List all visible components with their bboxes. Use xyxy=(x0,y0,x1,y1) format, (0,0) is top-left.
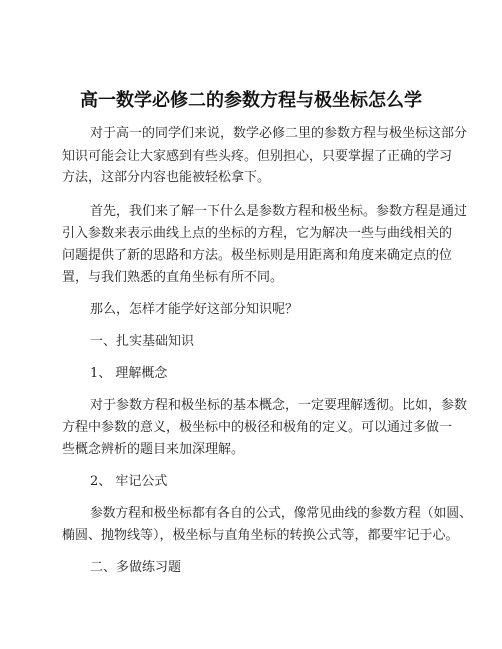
paragraph-line: 问题提供了新的思路和方法。极坐标则是用距离和角度来确定点的位 xyxy=(62,248,453,263)
paragraph-line: 些概念辨析的题目来加深理解。 xyxy=(62,442,245,457)
section-heading-line: 一、扎实基础知识 xyxy=(90,334,195,349)
paragraph-line: 方法，这部分内容也能被轻松拿下。 xyxy=(62,170,271,185)
paragraph-line: 知识可能会让大家感到有些头疼。但别担心，只要掌握了正确的学习 xyxy=(62,149,453,164)
paragraph-line: 引入参数来表示曲线上点的坐标的方程，它为解决一些与曲线相关的 xyxy=(62,226,453,241)
paragraph-line: 椭圆、抛物线等），极坐标与直角坐标的转换公式等，都要牢记于心。 xyxy=(62,528,459,543)
paragraph-line: 参数方程和极坐标都有各自的公式，像常见曲线的参数方程（如圆、 xyxy=(90,506,472,521)
paragraph-line: 首先，我们来了解一下什么是参数方程和极坐标。参数方程是通过 xyxy=(90,204,468,219)
subheading-line: 1、 理解概念 xyxy=(90,366,168,381)
paragraph-line: 置，与我们熟悉的直角坐标有所不同。 xyxy=(62,270,284,285)
subheading-line: 2、 牢记公式 xyxy=(90,474,168,489)
section-heading-line: 二、多做练习题 xyxy=(90,560,182,575)
paragraph-line: 对于高一的同学们来说，数学必修二里的参数方程与极坐标这部分 xyxy=(90,126,468,141)
paragraph-line: 方程中参数的意义，极坐标中的极径和极角的定义。可以通过多做一 xyxy=(62,420,453,435)
paragraph-line: 那么，怎样才能学好这部分知识呢？ xyxy=(90,302,299,317)
paragraph-line: 对于参数方程和极坐标的基本概念，一定要理解透彻。比如，参数 xyxy=(90,398,468,413)
document-title: 高一数学必修二的参数方程与极坐标怎么学 xyxy=(80,90,422,111)
